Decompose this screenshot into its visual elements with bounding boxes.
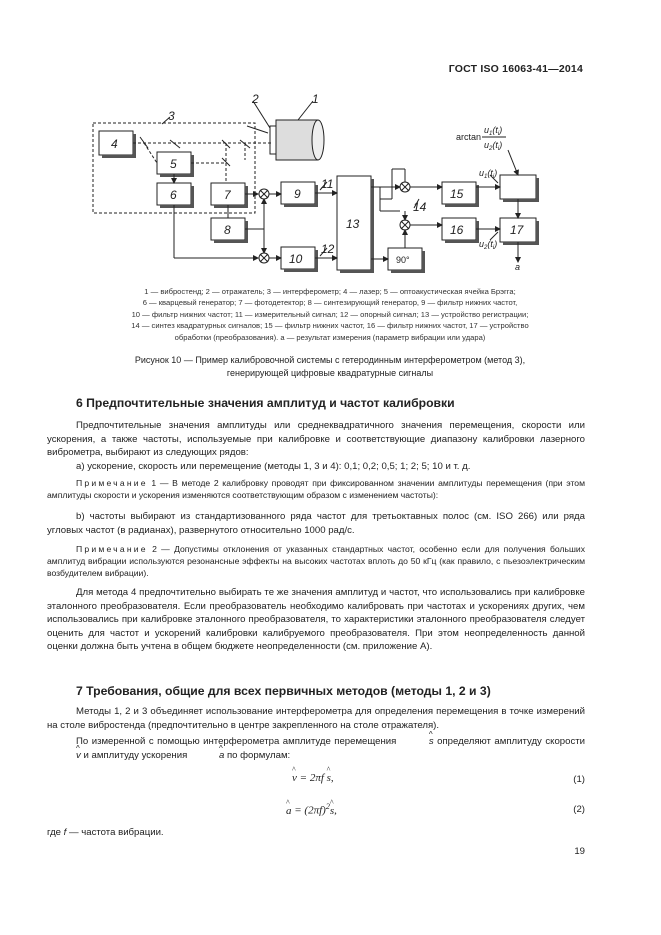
section-6-paragraph-1: Предпочтительные значения амплитуды или среднеквадратичного значения перемещения, скорости или ускорения, а также частоты, используемые при калибровке и соответствующие диапазону калибровки лазерного виброметра, выбирают из следующих рядов: bbox=[47, 420, 585, 459]
label-16: 16 bbox=[450, 223, 464, 237]
svg-text:u1(ti): $u_1(t_i)$ bbox=[484, 125, 503, 137]
label-13: 13 bbox=[346, 217, 360, 231]
figure-caption: Рисунок 10 — Пример калибровочной системы с гетеродинным интерферометром (метод 3), генерирующей цифровые квадратурные сигналы bbox=[134, 355, 526, 378]
svg-text:u1(ti): $u_1(t_i)$ bbox=[479, 168, 498, 180]
output-a-label: a bbox=[515, 262, 521, 272]
label-8: 8 bbox=[224, 223, 231, 237]
arctan-label: arctan bbox=[456, 132, 482, 142]
page-number: 19 bbox=[574, 846, 585, 857]
label-7: 7 bbox=[224, 188, 231, 202]
formula-1-number: (1) bbox=[573, 774, 585, 785]
phase-90-label: 90° bbox=[396, 255, 410, 265]
formula-2: ^ $a = (2\pi f)^2\^{}$ s, bbox=[286, 802, 337, 817]
calibration-diagram bbox=[0, 0, 661, 285]
section-6-paragraph-4: Для метода 4 предпочтительно выбирать те же значения амплитуд и частот, что использовались при калибровке эталонного преобразователя. Если преобразователь необходимо калибровать при частотах и ускорениях других, чем использовались при калибровке эталонного преобразователя, то характеристики эталонного преобразователя следует оценить для частот и ускорений калибровки калибруемого преобразователя. При этом неопределенность данной оценки должна быть учтена в общем бюджете неопределенности (см. приложение А). bbox=[47, 587, 585, 653]
label-17: 17 bbox=[510, 223, 524, 237]
label-6: 6 bbox=[170, 188, 177, 202]
label-9: 9 bbox=[294, 187, 301, 201]
section-6-paragraph-3: b) частоты выбирают из стандартизованного ряда частот для третьоктавных полос (см. ISO 266) или ряда угловых частот (в радианах), развернутого относительно 1000 рад/с. bbox=[47, 511, 585, 536]
document-number: ГОСТ ISO 16063-41—2014 bbox=[448, 63, 583, 75]
label-10: 10 bbox=[289, 252, 303, 266]
label-3: 3 bbox=[168, 109, 175, 123]
label-4: 4 bbox=[111, 137, 118, 151]
label-5: 5 bbox=[170, 157, 177, 171]
formula-1: ^ v = 2πf ^ s, bbox=[292, 772, 334, 784]
section-6-title: 6 Предпочтительные значения амплитуд и частот калибровки bbox=[76, 396, 455, 410]
where-clause: где f — частота вибрации. bbox=[47, 827, 164, 838]
section-7-title: 7 Требования, общие для всех первичных методов (методы 1, 2 и 3) bbox=[76, 684, 491, 698]
section-7-paragraph-1: Методы 1, 2 и 3 объединяет использование интерферометра для определения перемещения в точке измерений на столе вибростенда (предпочтительно в центре закрепленного на столе отражателя). bbox=[47, 706, 585, 731]
note-1: Примечание 1 — В методе 2 калибровку проводят при фиксированном значении амплитуды перемещения (при этом амплитуды скорости и ускорения изменяются соответствующим образом с изменением частоты): bbox=[47, 478, 585, 500]
svg-text:u2(ti): $u_2(t_i)$ bbox=[484, 140, 503, 152]
section-7-paragraph-2: По измеренной с помощью интерферометра амплитуде перемещения ^ s определяют амплитуду скорости ^ v и амплитуду ускорения ^ a по формулам: bbox=[47, 735, 585, 762]
block-arctan bbox=[500, 175, 536, 199]
label-14: 14 bbox=[413, 200, 427, 214]
section-6-paragraph-2: a) ускорение, скорость или перемещение (методы 1, 3 и 4): 0,1; 0,2; 0,5; 1; 2; 5; 10 и т. д. bbox=[76, 461, 471, 472]
label-1: 1 bbox=[312, 92, 319, 106]
svg-text:u2(ti): $u_2(t_i)$ bbox=[479, 239, 498, 251]
label-15: 15 bbox=[450, 187, 464, 201]
label-11: 11 bbox=[321, 177, 334, 191]
figure-legend: 1 — вибростенд; 2 — отражатель; 3 — интерферометр; 4 — лазер; 5 — оптоакустическая ячейка Брэгга; 6 — кварцевый генератор; 7 — фотодетектор; 8 — синтезирующий генератор, 9 — фильтр нижних частот, 10 — фильтр нижних частот; 11 — измерительный сигнал; 12 — опорный сигнал; 13 — устройство регистрации; 14 — синтез квадратурных сигналов; 15 — фильтр нижних частот, 16 — фильтр нижних частот, 17 — устройство обработки (преобразования). a — результат измерения (параметр вибрации или удара) bbox=[131, 287, 529, 342]
label-12: 12 bbox=[321, 242, 335, 256]
label-2: 2 bbox=[252, 92, 259, 106]
note-2: Примечание 2 — Допустимы отклонения от указанных стандартных частот, особенно если для получения больших амплитуд вибрации используются резонансные эффекты на высоких частотах вплоть до 50 кГц (как правило, с пьезоэлектрическим возбудителем вибрации). bbox=[47, 544, 586, 578]
formula-2-number: (2) bbox=[573, 804, 585, 815]
